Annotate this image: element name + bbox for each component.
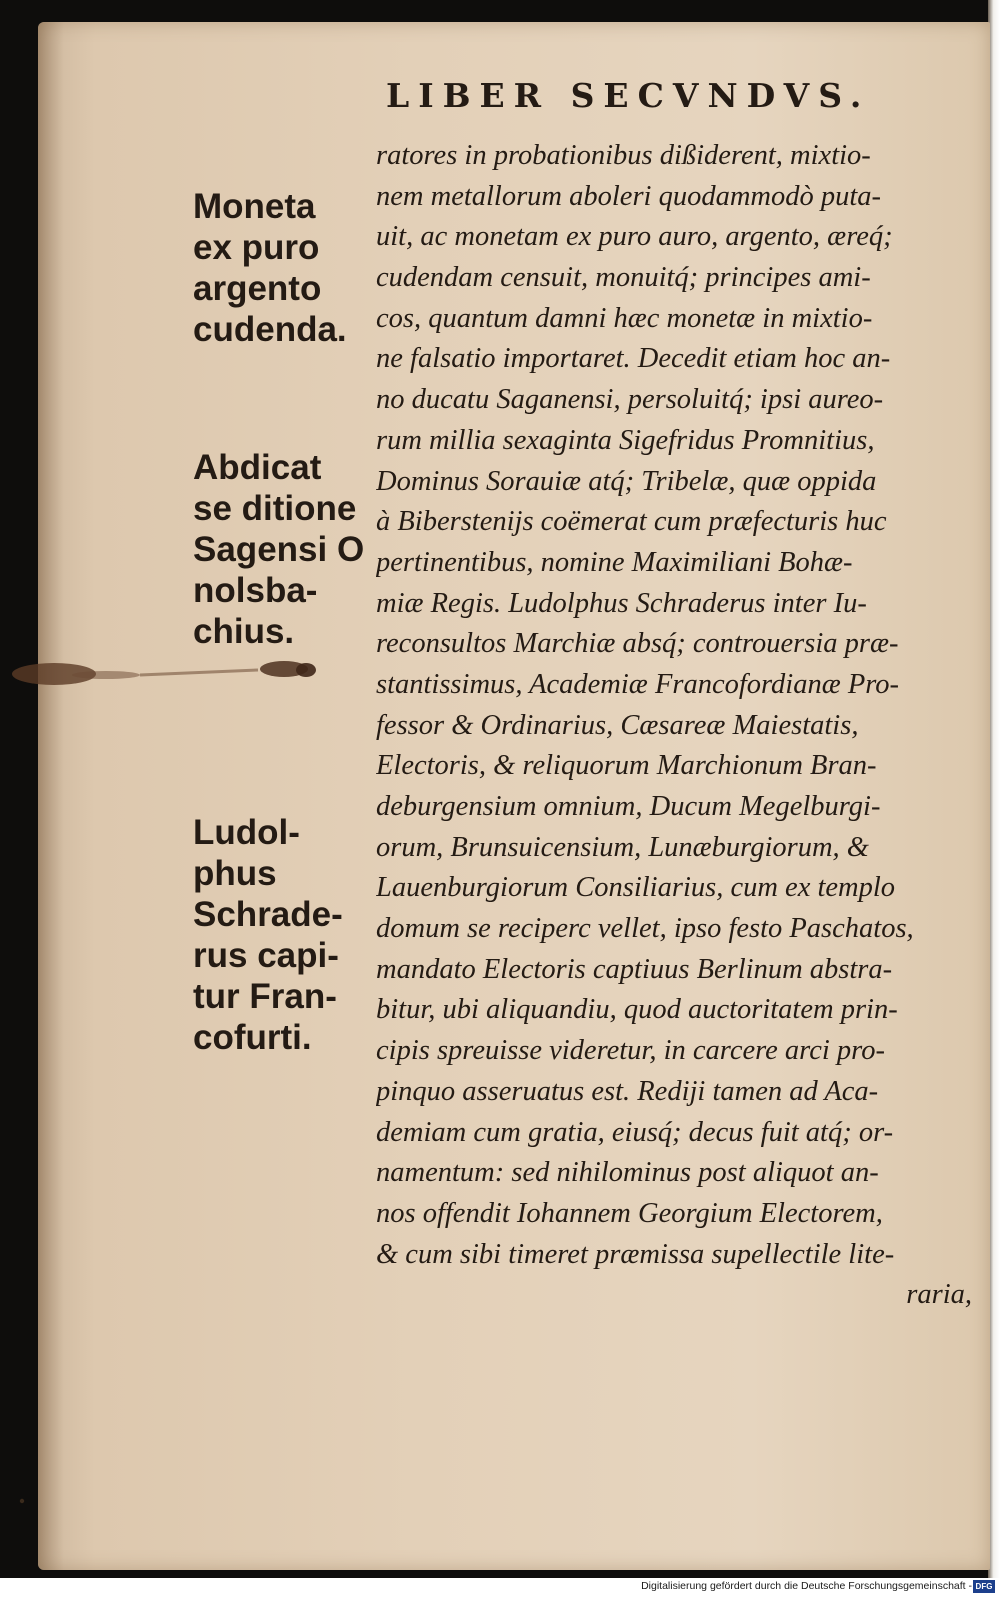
text-line: pertinentibus, nomine Maximiliani Bohæ- bbox=[376, 546, 853, 578]
dfg-logo: DFG bbox=[973, 1580, 995, 1593]
marginal-note-line: chius. bbox=[193, 612, 295, 651]
marginal-note-line: Sagensi O bbox=[193, 530, 365, 569]
text-line: deburgensium omnium, Ducum Megelburgi- bbox=[376, 791, 881, 822]
text-line: nos offendit Iohannem Georgium Electorem, bbox=[376, 1197, 883, 1229]
marginal-note-line: Ludol- bbox=[193, 813, 300, 852]
text-line: & cum sibi timeret præmissa supellectile lite- bbox=[376, 1238, 895, 1270]
marginal-note-line: Abdicat bbox=[193, 448, 322, 487]
text-line: reconsultos Marchiæ absq́; controuersia præ- bbox=[376, 628, 899, 660]
text-line: orum, Brunsuicensium, Lunæburgiorum, & bbox=[376, 831, 869, 863]
text-line: fessor & Ordinarius, Cæsareæ Maiestatis, bbox=[376, 709, 859, 741]
text-line: ne falsatio importaret. Decedit etiam hoc an- bbox=[376, 343, 891, 375]
marginal-note-line: nolsba- bbox=[193, 571, 318, 610]
text-line: cos, quantum damni hæc monetæ in mixtio- bbox=[376, 302, 873, 334]
text-line: miæ Regis. Ludolphus Schraderus inter Iu- bbox=[376, 587, 867, 619]
catchword: raria, bbox=[906, 1279, 972, 1311]
text-line: nem metallorum aboleri quodammodò puta- bbox=[376, 180, 882, 212]
marginal-note-line: phus bbox=[193, 854, 277, 893]
text-line: cudendam censuit, monuitq́; principes ami- bbox=[376, 262, 871, 294]
running-head: LIBER SECVNDVS. bbox=[386, 76, 871, 115]
marginal-note-line: Schrade- bbox=[193, 895, 343, 934]
marginal-note-moneta bbox=[193, 186, 368, 350]
marginal-note-line: ex puro bbox=[193, 228, 320, 267]
text-line: ratores in probationibus dißiderent, mixtio- bbox=[376, 140, 871, 171]
text-line: demiam cum gratia, eiusq́; decus fuit atq́; or- bbox=[376, 1116, 894, 1148]
marginal-note-line: rus capi- bbox=[193, 936, 339, 975]
text-line: stantissimus, Academiæ Francofordianæ Pro- bbox=[376, 668, 900, 700]
text-line: bitur, ubi aliquandiu, quod auctoritatem prin- bbox=[376, 994, 898, 1026]
text-line: rum millia sexaginta Sigefridus Promnitius, bbox=[376, 424, 875, 456]
text-line: Electoris, & reliquorum Marchionum Bran- bbox=[376, 750, 877, 782]
marginal-note-line: cudenda. bbox=[193, 310, 347, 349]
text-line: uit, ac monetam ex puro auro, argento, æreq́; bbox=[376, 221, 893, 253]
marginal-note-line: argento bbox=[193, 269, 322, 308]
funding-credit: Digitalisierung gefördert durch die Deutsche Forschungsgemeinschaft - bbox=[641, 1580, 972, 1592]
marginal-note-line: Moneta bbox=[193, 187, 316, 226]
ink-speck bbox=[18, 1496, 28, 1506]
ink-smudge bbox=[10, 654, 328, 688]
marginal-note-abdicat bbox=[193, 447, 368, 652]
text-line: cipis spreuisse videretur, in carcere arci pro- bbox=[376, 1035, 885, 1067]
text-line: à Biberstenijs coëmerat cum præfecturis huc bbox=[376, 506, 887, 538]
text-line: namentum: sed nihilominus post aliquot an- bbox=[376, 1157, 879, 1189]
marginal-note-line: se ditione bbox=[193, 489, 357, 528]
page-gutter-shade bbox=[38, 22, 64, 1570]
text-line: pinquo asseruatus est. Rediji tamen ad Aca- bbox=[376, 1075, 879, 1107]
marginal-note-line: cofurti. bbox=[193, 1018, 312, 1057]
marginal-note-ludolphus bbox=[193, 812, 368, 1058]
text-line: mandato Electoris captiuus Berlinum abstra- bbox=[376, 953, 893, 985]
main-text-block bbox=[376, 136, 978, 1316]
text-line: no ducatu Saganensi, persoluitq́; ipsi aureo- bbox=[376, 384, 884, 416]
text-line: Lauenburgiorum Consiliarius, cum ex templo bbox=[376, 872, 896, 904]
marginal-note-line: tur Fran- bbox=[193, 977, 337, 1016]
text-line: domum se reciperc vellet, ipso festo Paschatos, bbox=[376, 913, 914, 945]
text-line: Dominus Sorauiæ atq́; Tribelæ, quæ oppida bbox=[376, 465, 877, 497]
